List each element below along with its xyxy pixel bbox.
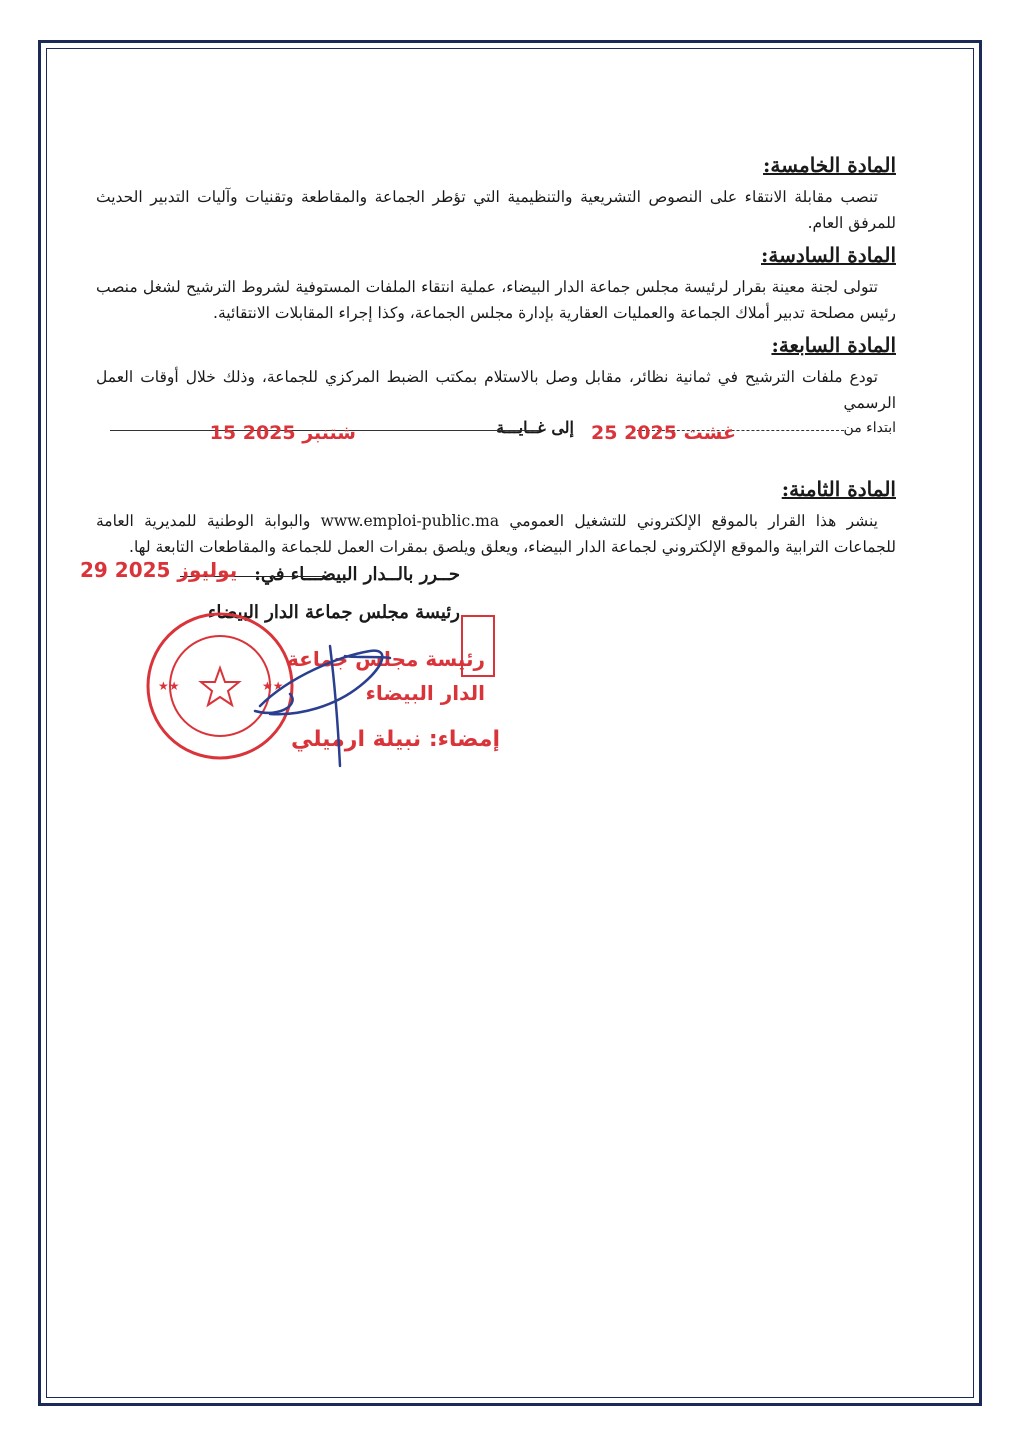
made-at-label: حــرر بالــدار البيضـــاء في: [254,564,460,585]
stamp-line-2: الدار البيضاء [365,681,485,705]
application-period [96,420,896,454]
article-title: المادة السادسة: [760,243,896,267]
stamp-name: إمضاء: نبيلة ارميلي [290,727,500,752]
period-to-date-stamp: 15 شتنبر 2025 [209,422,356,444]
article-text: تتولى لجنة معينة بقرار لرئيسة مجلس جماعة الدار البيضاء، عملية انتقاء الملفات المستوفية لشروط الترشيح لشغل منصب رئيس مصلحة تدبير أملاك الجماعة والعمليات العقارية بإدارة مجلس الجماعة، وكذا إجراء المقابلات الانتقائية. [96,278,896,322]
made-at-line [80,558,460,596]
article-title: المادة الخامسة: [763,153,896,177]
article-7 [96,330,896,454]
stamp-line-1: رئيسة مجلس جماعة [287,647,485,671]
period-from-label: ابتداء من [843,420,896,436]
article-text: ينشر هذا القرار بالموقع الإلكتروني للتشغيل العمومي www.emploi-public.ma والبوابة الوطنية للمديرية العامة للجماعات الترابية والموقع الإلكتروني لجماعة الدار البيضاء، ويعلق ويلصق بمقرات العمل للجماعة والمقاطعات التابعة لها. [96,512,896,556]
article-title: المادة الثامنة: [781,477,896,501]
name-stamp-icon [287,616,500,752]
article-6 [96,240,896,326]
document-body [96,150,896,564]
article-8 [96,474,896,560]
article-text: تودع ملفات الترشيح في ثمانية نظائر، مقابل وصل بالاستلام بمكتب الضبط المركزي للجماعة، وذلك خلال أوقات العمل الرسمي [96,368,896,412]
svg-text:★★: ★★ [262,679,284,693]
made-date-stamp: 29 يوليوز 2025 [80,558,238,582]
seal-and-signature [140,596,520,786]
article-5 [96,150,896,236]
period-from-date-stamp: 25 غشت 2025 [591,422,736,444]
official-stamp-area [140,596,520,786]
article-text: تنصب مقابلة الانتقاء على النصوص التشريعية والتنظيمية التي تؤطر الجماعة والمقاطعة وتقنيات وآليات التدبير الحديث للمرفق العام. [96,188,896,232]
period-to-label: إلى غــايـــة [496,418,574,437]
svg-text:★★: ★★ [158,679,180,693]
president-title: رئيسة مجلس جماعة الدار البيضاء [207,602,460,623]
article-title: المادة السابعة: [771,333,896,357]
round-seal-icon [148,614,292,758]
